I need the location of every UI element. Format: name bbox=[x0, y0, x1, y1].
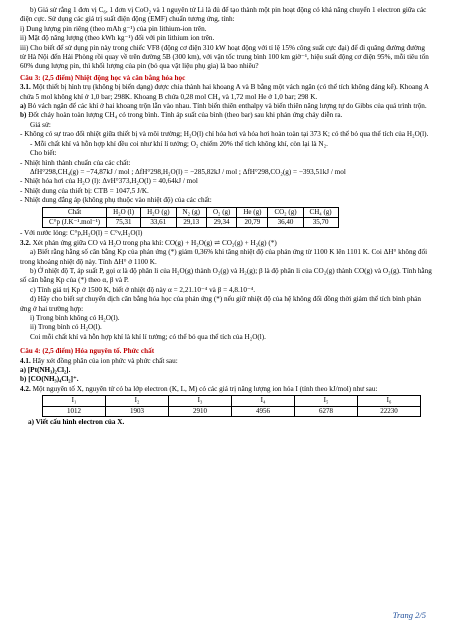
given-4: - Nhiệt dung đẳng áp (không phụ thuộc vào nhiệt độ) của các chất: bbox=[20, 196, 212, 205]
assume-1: - Không có sự trao đổi nhiệt giữa thiết bị và môi trường; H₂O(l) chỉ hóa hơi và hóa hơi hoàn toàn tại 373 K; có thể bỏ qua thể tích của H₂O(l). bbox=[20, 130, 429, 139]
q4-title: Câu 4: (2,5 điểm) Hóa nguyên tố. Phức chất bbox=[20, 347, 155, 356]
table-cell: Chất bbox=[43, 207, 107, 217]
table-cell: I₃ bbox=[169, 396, 232, 406]
q3-2a: a) Biết rằng hằng số cân bằng Kp của phản ứng (*) giảm 0,36% khi tăng nhiệt độ của phản ứng từ 1100 K lên 1101 K. Coi ΔH° không đổi trong khoảng nhiệt độ này. Tính ΔH° ở 1100 K. bbox=[20, 248, 428, 266]
q4-2a: a) Viết cấu hình electron của X. bbox=[28, 418, 125, 427]
part-b-intro: b) Giả sử rằng 1 đơn vị C₆, 1 đơn vị CoO₂ và 1 nguyên tử Li là đủ để tạo thành một pin hoạt động có khả năng chuyển 1 electron giữa các điện cực. Sử dụng các giá trị suất điện động (EMF) chuẩn tương ứng, tính: bbox=[20, 6, 427, 24]
q4-2 bbox=[20, 385, 432, 394]
table-cell: 4956 bbox=[232, 406, 295, 416]
table-cell: 1903 bbox=[106, 406, 169, 416]
page-number: Trang 2/5 bbox=[392, 610, 426, 620]
table-cell: CH₄ (g) bbox=[303, 207, 338, 217]
assume-2: - Mỗi chất khí và hỗn hợp khí đều coi như khí lí tưởng; O₂ chiếm 20% thể tích không khí, còn lại là N₂. bbox=[30, 139, 328, 148]
q3-2d-ii: ii) Trong bình có H₂O(l). bbox=[30, 323, 102, 332]
given-3: - Nhiệt dung của thiết bị: CTB = 1047,5 J/K. bbox=[20, 186, 149, 195]
ion-table-value-row bbox=[43, 406, 421, 416]
table-cell: H₂O (g) bbox=[141, 207, 176, 217]
table-cell: I₆ bbox=[358, 396, 421, 406]
table-cell: 75,31 bbox=[107, 217, 141, 227]
part-b-i: i) Dung lượng pin riêng (theo mAh g⁻¹) của pin lithium-ion trên. bbox=[20, 24, 207, 33]
q3-1b-label: b) bbox=[20, 111, 27, 120]
table-cell: 29,13 bbox=[176, 217, 206, 227]
document-body bbox=[20, 6, 432, 427]
q3-2 bbox=[20, 239, 432, 248]
q3-title: Câu 3: (2,5 điểm) Nhiệt động học và cân bằng hóa học bbox=[20, 73, 186, 82]
table-cell: 29,34 bbox=[206, 217, 236, 227]
table-cell: I₂ bbox=[106, 396, 169, 406]
q3-1 bbox=[20, 83, 432, 102]
table-cell: 33,61 bbox=[141, 217, 176, 227]
part-b-iii: iii) Cho biết để sử dụng pin này trong chiếc VF8 (động cơ điện 310 kW hoạt động với tỉ lệ 15% công suất cực đại) để đi quãng đường đường từ Hà Nội đến Hải Phòng rồi quay về trên đường 5B (300 km), với vận tốc trung bình 100 km giờ⁻¹, hiệu suất động cơ điện 95%, mỗi tiêu tốn 60% dung lượng pin, thì khối lượng của pin (bỏ qua vật liệu phụ gia) là bao nhiêu? bbox=[20, 43, 429, 71]
q3-2-text: Xét phản ứng giữa CO và H₂O trong pha khí: CO(g) + H₂O(g) ⇌ CO₂(g) + H₂(g) (*) bbox=[30, 238, 277, 247]
table-cell: CO₂ (g) bbox=[268, 207, 303, 217]
given-heading: Cho biết: bbox=[30, 149, 57, 158]
table-cell: H₂O (l) bbox=[107, 207, 141, 217]
q4-1a: a) [Pt(NH₃)₂Cl₂]. bbox=[20, 366, 71, 375]
q3-1b bbox=[20, 111, 432, 120]
table-cell: 1012 bbox=[43, 406, 106, 416]
table-cell: C°p (J.K⁻¹.mol⁻¹) bbox=[43, 217, 107, 227]
q3-1b-text: Đốt cháy hoàn toàn lượng CH₄ có trong bình. Tính áp suất của bình (theo bar) sau khi phản ứng cháy diễn ra. bbox=[26, 111, 343, 120]
assume-heading: Giả sử: bbox=[30, 120, 51, 129]
given-5: - Với nước lỏng: C°p,H₂O(l) = C°v,H₂O(l) bbox=[20, 229, 143, 238]
q4-1-label: 4.1. bbox=[20, 356, 31, 365]
table-cell: N₂ (g) bbox=[176, 207, 206, 217]
heat-table-value-row bbox=[43, 217, 339, 227]
table-cell: He (g) bbox=[237, 207, 268, 217]
table-cell: 20,79 bbox=[237, 217, 268, 227]
table-cell: 22230 bbox=[358, 406, 421, 416]
table-cell: 6278 bbox=[295, 406, 358, 416]
q3-2c: c) Tính giá trị Kp ở 1500 K, biết ở nhiệt độ này α = 2,21.10⁻⁴ và β = 4,8.10⁻⁴. bbox=[30, 285, 256, 294]
q4-1 bbox=[20, 357, 432, 366]
q3-2d-i: i) Trong bình không có H₂O(l). bbox=[30, 314, 120, 322]
q4-2-label: 4.2. bbox=[20, 384, 31, 393]
table-cell: I₄ bbox=[232, 396, 295, 406]
table-cell: I₁ bbox=[43, 396, 106, 406]
q3-1a-label: a) bbox=[20, 102, 26, 111]
q3-2-label: 3.2. bbox=[20, 238, 31, 247]
given-1: - Nhiệt hình thành chuẩn của các chất: bbox=[20, 158, 131, 167]
q3-1-label: 3.1. bbox=[20, 83, 31, 92]
ion-table-header-row bbox=[43, 396, 421, 406]
heat-capacity-table bbox=[42, 207, 339, 229]
q4-1-text: Hãy xét đồng phân của ion phức và phức chất sau: bbox=[30, 356, 178, 365]
q3-1a-text: Bỏ vách ngăn để các khí ở hai khoang trộn lẫn vào nhau. Tính biến thiên enthalpy và biến thiên năng lượng tự do Gibbs của quá trình trộn. bbox=[26, 102, 427, 111]
table-cell: 2910 bbox=[169, 406, 232, 416]
given-2: - Nhiệt hóa hơi của H₂O (l): ΔvH°373,H₂O(l) = 40,64kJ / mol bbox=[20, 177, 198, 186]
q4-2-text: Một nguyên tố X, nguyên tử có ba lớp electron (K, L, M) có các giá trị năng lượng ion hóa I (tính theo kJ/mol) như sau: bbox=[30, 384, 378, 393]
enthalpy-line: ΔfH°298,CH₄(g) = −74,87kJ / mol ; ΔfH°298,H₂O(l) = −285,82kJ / mol ; ΔfH°298,CO₂(g) = −393,51kJ / mol bbox=[30, 167, 346, 176]
q3-2d: d) Hãy cho biết sự chuyển dịch cân bằng hóa học của phản ứng (*) nếu giữ nhiệt độ của hệ không đổi đồng thời giảm thể tích bình phản ứng ở hai trường hợp: bbox=[20, 295, 421, 313]
table-cell: O₂ (g) bbox=[206, 207, 236, 217]
ionization-energy-table bbox=[42, 395, 421, 417]
q3-2d-note: Coi mỗi chất khí và hỗn hợp khí là khí lí tưởng; có thể bỏ qua thể tích của H₂O(l). bbox=[30, 332, 266, 341]
heat-table-header-row bbox=[43, 207, 339, 217]
table-cell: 36,40 bbox=[268, 217, 303, 227]
q3-2b: b) Ở nhiệt độ T, áp suất P, gọi α là độ phân li của H₂O(g) thành O₂(g) và H₂(g); β là độ phân li của CO₂(g) thành CO(g) và O₂(g). Tính hằng số cân bằng Kp của (*) theo α, β và P. bbox=[20, 266, 432, 285]
q4-1b: b) [CO(NH₃)₄Cl₂]⁺. bbox=[20, 375, 79, 384]
table-cell: 35,70 bbox=[303, 217, 338, 227]
table-cell: I₅ bbox=[295, 396, 358, 406]
part-b-ii: ii) Mật độ năng lượng (theo kWh kg⁻¹) đối với pin lithium ion trên. bbox=[20, 34, 215, 43]
q3-1-text: Một thiết bị hình trụ (không bị biến dạng) được chia thành hai khoang A và B bằng một vách ngăn (có thể tích không đáng kể). Khoang A chứa 5 mol không khí ở 1,0 bar; 298K. Khoang B chứa 0,28 mol CH₄ và 1,72 mol He ở 1,0 bar; 298 K. bbox=[20, 83, 429, 101]
